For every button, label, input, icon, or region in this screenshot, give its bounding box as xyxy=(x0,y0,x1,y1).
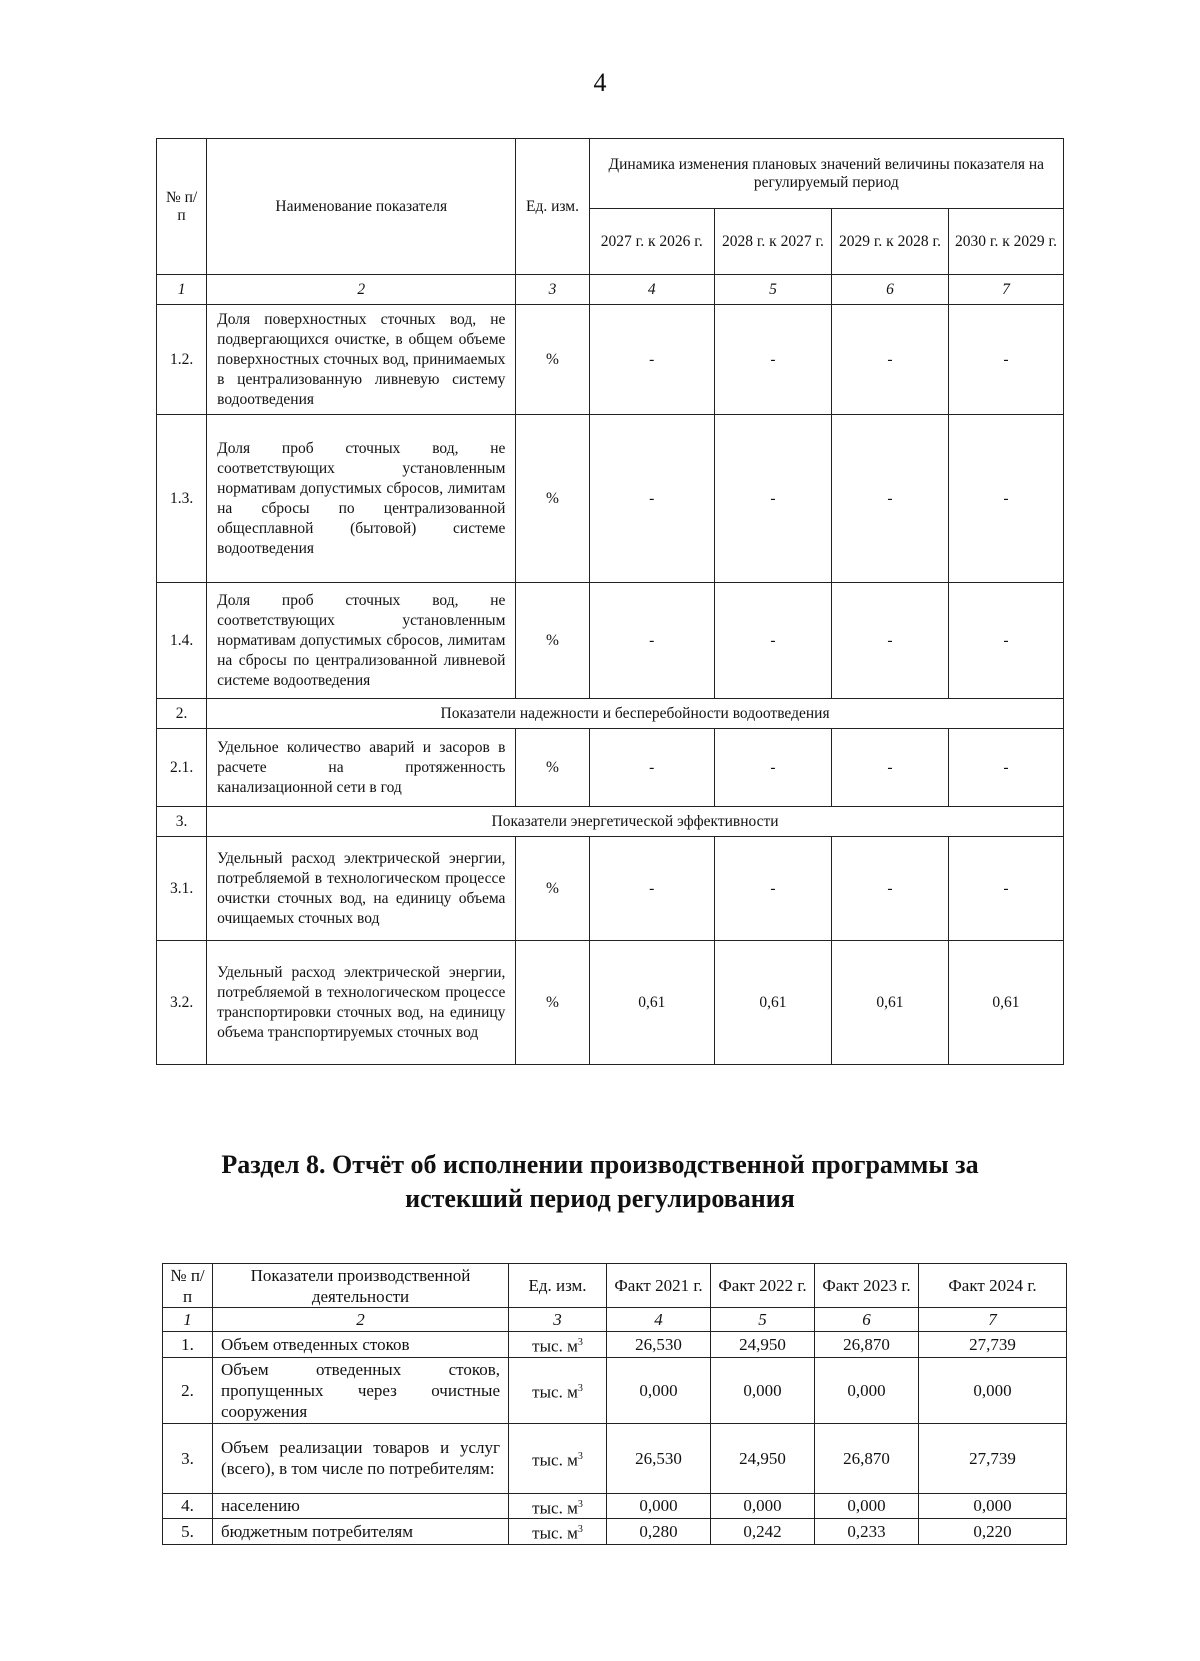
value-cell: 0,61 xyxy=(589,941,714,1065)
indicator-name: Объем реализации товаров и услуг (всего), в том числе по потребителям: xyxy=(213,1423,509,1493)
indicator-name: Объем отведенных стоков xyxy=(213,1332,509,1358)
value-cell: - xyxy=(589,415,714,583)
table-row xyxy=(163,1332,1067,1358)
value-cell: - xyxy=(948,837,1063,941)
index-cell: 5 xyxy=(714,275,831,305)
value-cell: - xyxy=(714,583,831,699)
unit-cell xyxy=(509,1423,607,1493)
table-row xyxy=(163,1519,1067,1545)
value-cell: - xyxy=(831,305,948,415)
indicator-name: населению xyxy=(213,1493,509,1519)
value-cell: - xyxy=(589,305,714,415)
value-cell: - xyxy=(714,305,831,415)
unit-cell xyxy=(509,1357,607,1423)
header-year: Факт 2024 г. xyxy=(919,1264,1067,1308)
unit-cell xyxy=(509,1519,607,1545)
row-number: 1.3. xyxy=(157,415,207,583)
section-heading-line: Раздел 8. Отчёт об исполнении производственной программы за xyxy=(221,1150,979,1179)
header-unit: Ед. изм. xyxy=(516,139,589,275)
indicator-name: Удельный расход электрической энергии, потребляемой в технологическом процессе очистки сточных вод, на единицу объема очищаемых сточных вод xyxy=(207,837,516,941)
unit-text: тыс. м xyxy=(532,1498,578,1518)
value-cell: 26,870 xyxy=(815,1332,919,1358)
table-row xyxy=(157,729,1064,807)
row-number: 2. xyxy=(157,699,207,729)
index-cell: 4 xyxy=(607,1308,711,1332)
row-number: 3. xyxy=(163,1423,213,1493)
unit-cell: % xyxy=(516,305,589,415)
value-cell: 26,530 xyxy=(607,1332,711,1358)
row-number: 2. xyxy=(163,1357,213,1423)
index-cell: 7 xyxy=(919,1308,1067,1332)
section-row xyxy=(157,699,1064,729)
unit-cell xyxy=(509,1332,607,1358)
value-cell: - xyxy=(589,583,714,699)
value-cell: 0,000 xyxy=(607,1493,711,1519)
row-number: 3.2. xyxy=(157,941,207,1065)
value-cell: - xyxy=(831,415,948,583)
value-cell: 0,000 xyxy=(711,1493,815,1519)
value-cell: 0,61 xyxy=(714,941,831,1065)
header-num: № п/п xyxy=(157,139,207,275)
value-cell: - xyxy=(589,837,714,941)
unit-superscript: 3 xyxy=(577,1450,583,1462)
table-row xyxy=(163,1357,1067,1423)
value-cell: 0,280 xyxy=(607,1519,711,1545)
header-unit: Ед. изм. xyxy=(509,1264,607,1308)
section-heading-line: истекший период регулирования xyxy=(405,1184,795,1213)
table-row xyxy=(157,583,1064,699)
unit-superscript: 3 xyxy=(577,1337,583,1348)
header-num: № п/п xyxy=(163,1264,213,1308)
index-cell: 2 xyxy=(207,275,516,305)
unit-text: тыс. м xyxy=(532,1382,578,1402)
value-cell: 0,000 xyxy=(607,1357,711,1423)
indicator-name: Удельное количество аварий и засоров в расчете на протяженность канализационной сети в год xyxy=(207,729,516,807)
value-cell: - xyxy=(831,837,948,941)
unit-superscript: 3 xyxy=(577,1498,583,1510)
value-cell: - xyxy=(714,837,831,941)
value-cell: 0,61 xyxy=(948,941,1063,1065)
value-cell: 27,739 xyxy=(919,1332,1067,1358)
row-number: 3.1. xyxy=(157,837,207,941)
unit-cell: % xyxy=(516,941,589,1065)
section-heading xyxy=(0,1148,1200,1216)
unit-cell: % xyxy=(516,583,589,699)
indicator-name: Доля проб сточных вод, не соответствующих установленным нормативам допустимых сбросов, лимитам на сбросы по централизованной общесплавной (бытовой) системе водоотведения xyxy=(207,415,516,583)
header-year: 2027 г. к 2026 г. xyxy=(589,209,714,275)
row-number: 4. xyxy=(163,1493,213,1519)
indicator-name: Доля поверхностных сточных вод, не подвергающихся очистке, в общем объеме поверхностных сточных вод, принимаемых в централизованную ливневую систему водоотведения xyxy=(207,305,516,415)
table-row xyxy=(157,837,1064,941)
unit-text: тыс. м xyxy=(532,1336,578,1356)
page-number: 4 xyxy=(593,68,607,97)
value-cell: 0,220 xyxy=(919,1519,1067,1545)
value-cell: - xyxy=(714,415,831,583)
section-title: Показатели надежности и бесперебойности водоотведения xyxy=(207,699,1064,729)
value-cell: - xyxy=(948,305,1063,415)
header-name: Показатели производственной деятельности xyxy=(213,1264,509,1308)
value-cell: - xyxy=(948,583,1063,699)
value-cell: 0,000 xyxy=(815,1493,919,1519)
unit-text: тыс. м xyxy=(532,1450,578,1470)
section-title: Показатели энергетической эффективности xyxy=(207,807,1064,837)
index-cell: 5 xyxy=(711,1308,815,1332)
index-cell: 7 xyxy=(948,275,1063,305)
header-year: Факт 2023 г. xyxy=(815,1264,919,1308)
value-cell: 0,233 xyxy=(815,1519,919,1545)
unit-cell xyxy=(509,1493,607,1519)
indicator-name: Удельный расход электрической энергии, потребляемой в технологическом процессе транспортировки сточных вод, на единицу объема транспортируемых сточных вод xyxy=(207,941,516,1065)
value-cell: - xyxy=(948,729,1063,807)
table-row xyxy=(157,941,1064,1065)
table-row xyxy=(163,1493,1067,1519)
row-number: 3. xyxy=(157,807,207,837)
value-cell: 0,000 xyxy=(919,1357,1067,1423)
row-number: 5. xyxy=(163,1519,213,1545)
unit-cell: % xyxy=(516,415,589,583)
value-cell: 0,000 xyxy=(919,1493,1067,1519)
index-cell: 1 xyxy=(163,1308,213,1332)
value-cell: 26,870 xyxy=(815,1423,919,1493)
header-name: Наименование показателя xyxy=(207,139,516,275)
unit-superscript: 3 xyxy=(577,1524,583,1536)
unit-superscript: 3 xyxy=(577,1382,583,1394)
value-cell: 0,242 xyxy=(711,1519,815,1545)
value-cell: 26,530 xyxy=(607,1423,711,1493)
indicator-name: бюджетным потребителям xyxy=(213,1519,509,1545)
row-number: 1.2. xyxy=(157,305,207,415)
production-report-table xyxy=(162,1263,1067,1545)
header-dynamics: Динамика изменения плановых значений величины показателя на регулируемый период xyxy=(589,139,1063,209)
index-cell: 3 xyxy=(516,275,589,305)
unit-text: тыс. м xyxy=(532,1523,578,1543)
index-cell: 1 xyxy=(157,275,207,305)
row-number: 2.1. xyxy=(157,729,207,807)
value-cell: - xyxy=(831,583,948,699)
value-cell: 0,000 xyxy=(711,1357,815,1423)
table-row xyxy=(157,305,1064,415)
unit-cell: % xyxy=(516,729,589,807)
value-cell: 24,950 xyxy=(711,1423,815,1493)
value-cell: - xyxy=(948,415,1063,583)
section-row xyxy=(157,807,1064,837)
index-cell: 6 xyxy=(831,275,948,305)
index-cell: 4 xyxy=(589,275,714,305)
value-cell: 0,61 xyxy=(831,941,948,1065)
indicator-name: Доля проб сточных вод, не соответствующих установленным нормативам допустимых сбросов, лимитам на сбросы по централизованной ливневой системе водоотведения xyxy=(207,583,516,699)
value-cell: - xyxy=(831,729,948,807)
header-year: 2030 г. к 2029 г. xyxy=(948,209,1063,275)
row-number: 1. xyxy=(163,1332,213,1358)
header-year: Факт 2022 г. xyxy=(711,1264,815,1308)
index-cell: 6 xyxy=(815,1308,919,1332)
row-number: 1.4. xyxy=(157,583,207,699)
index-cell: 2 xyxy=(213,1308,509,1332)
table-row xyxy=(157,415,1064,583)
value-cell: 27,739 xyxy=(919,1423,1067,1493)
index-cell: 3 xyxy=(509,1308,607,1332)
value-cell: - xyxy=(714,729,831,807)
planned-indicators-table xyxy=(156,138,1064,1065)
value-cell: 0,000 xyxy=(815,1357,919,1423)
header-year: Факт 2021 г. xyxy=(607,1264,711,1308)
value-cell: - xyxy=(589,729,714,807)
value-cell: 24,950 xyxy=(711,1332,815,1358)
indicator-name: Объем отведенных стоков, пропущенных через очистные сооружения xyxy=(213,1357,509,1423)
table-row xyxy=(163,1423,1067,1493)
header-year: 2029 г. к 2028 г. xyxy=(831,209,948,275)
header-year: 2028 г. к 2027 г. xyxy=(714,209,831,275)
unit-cell: % xyxy=(516,837,589,941)
